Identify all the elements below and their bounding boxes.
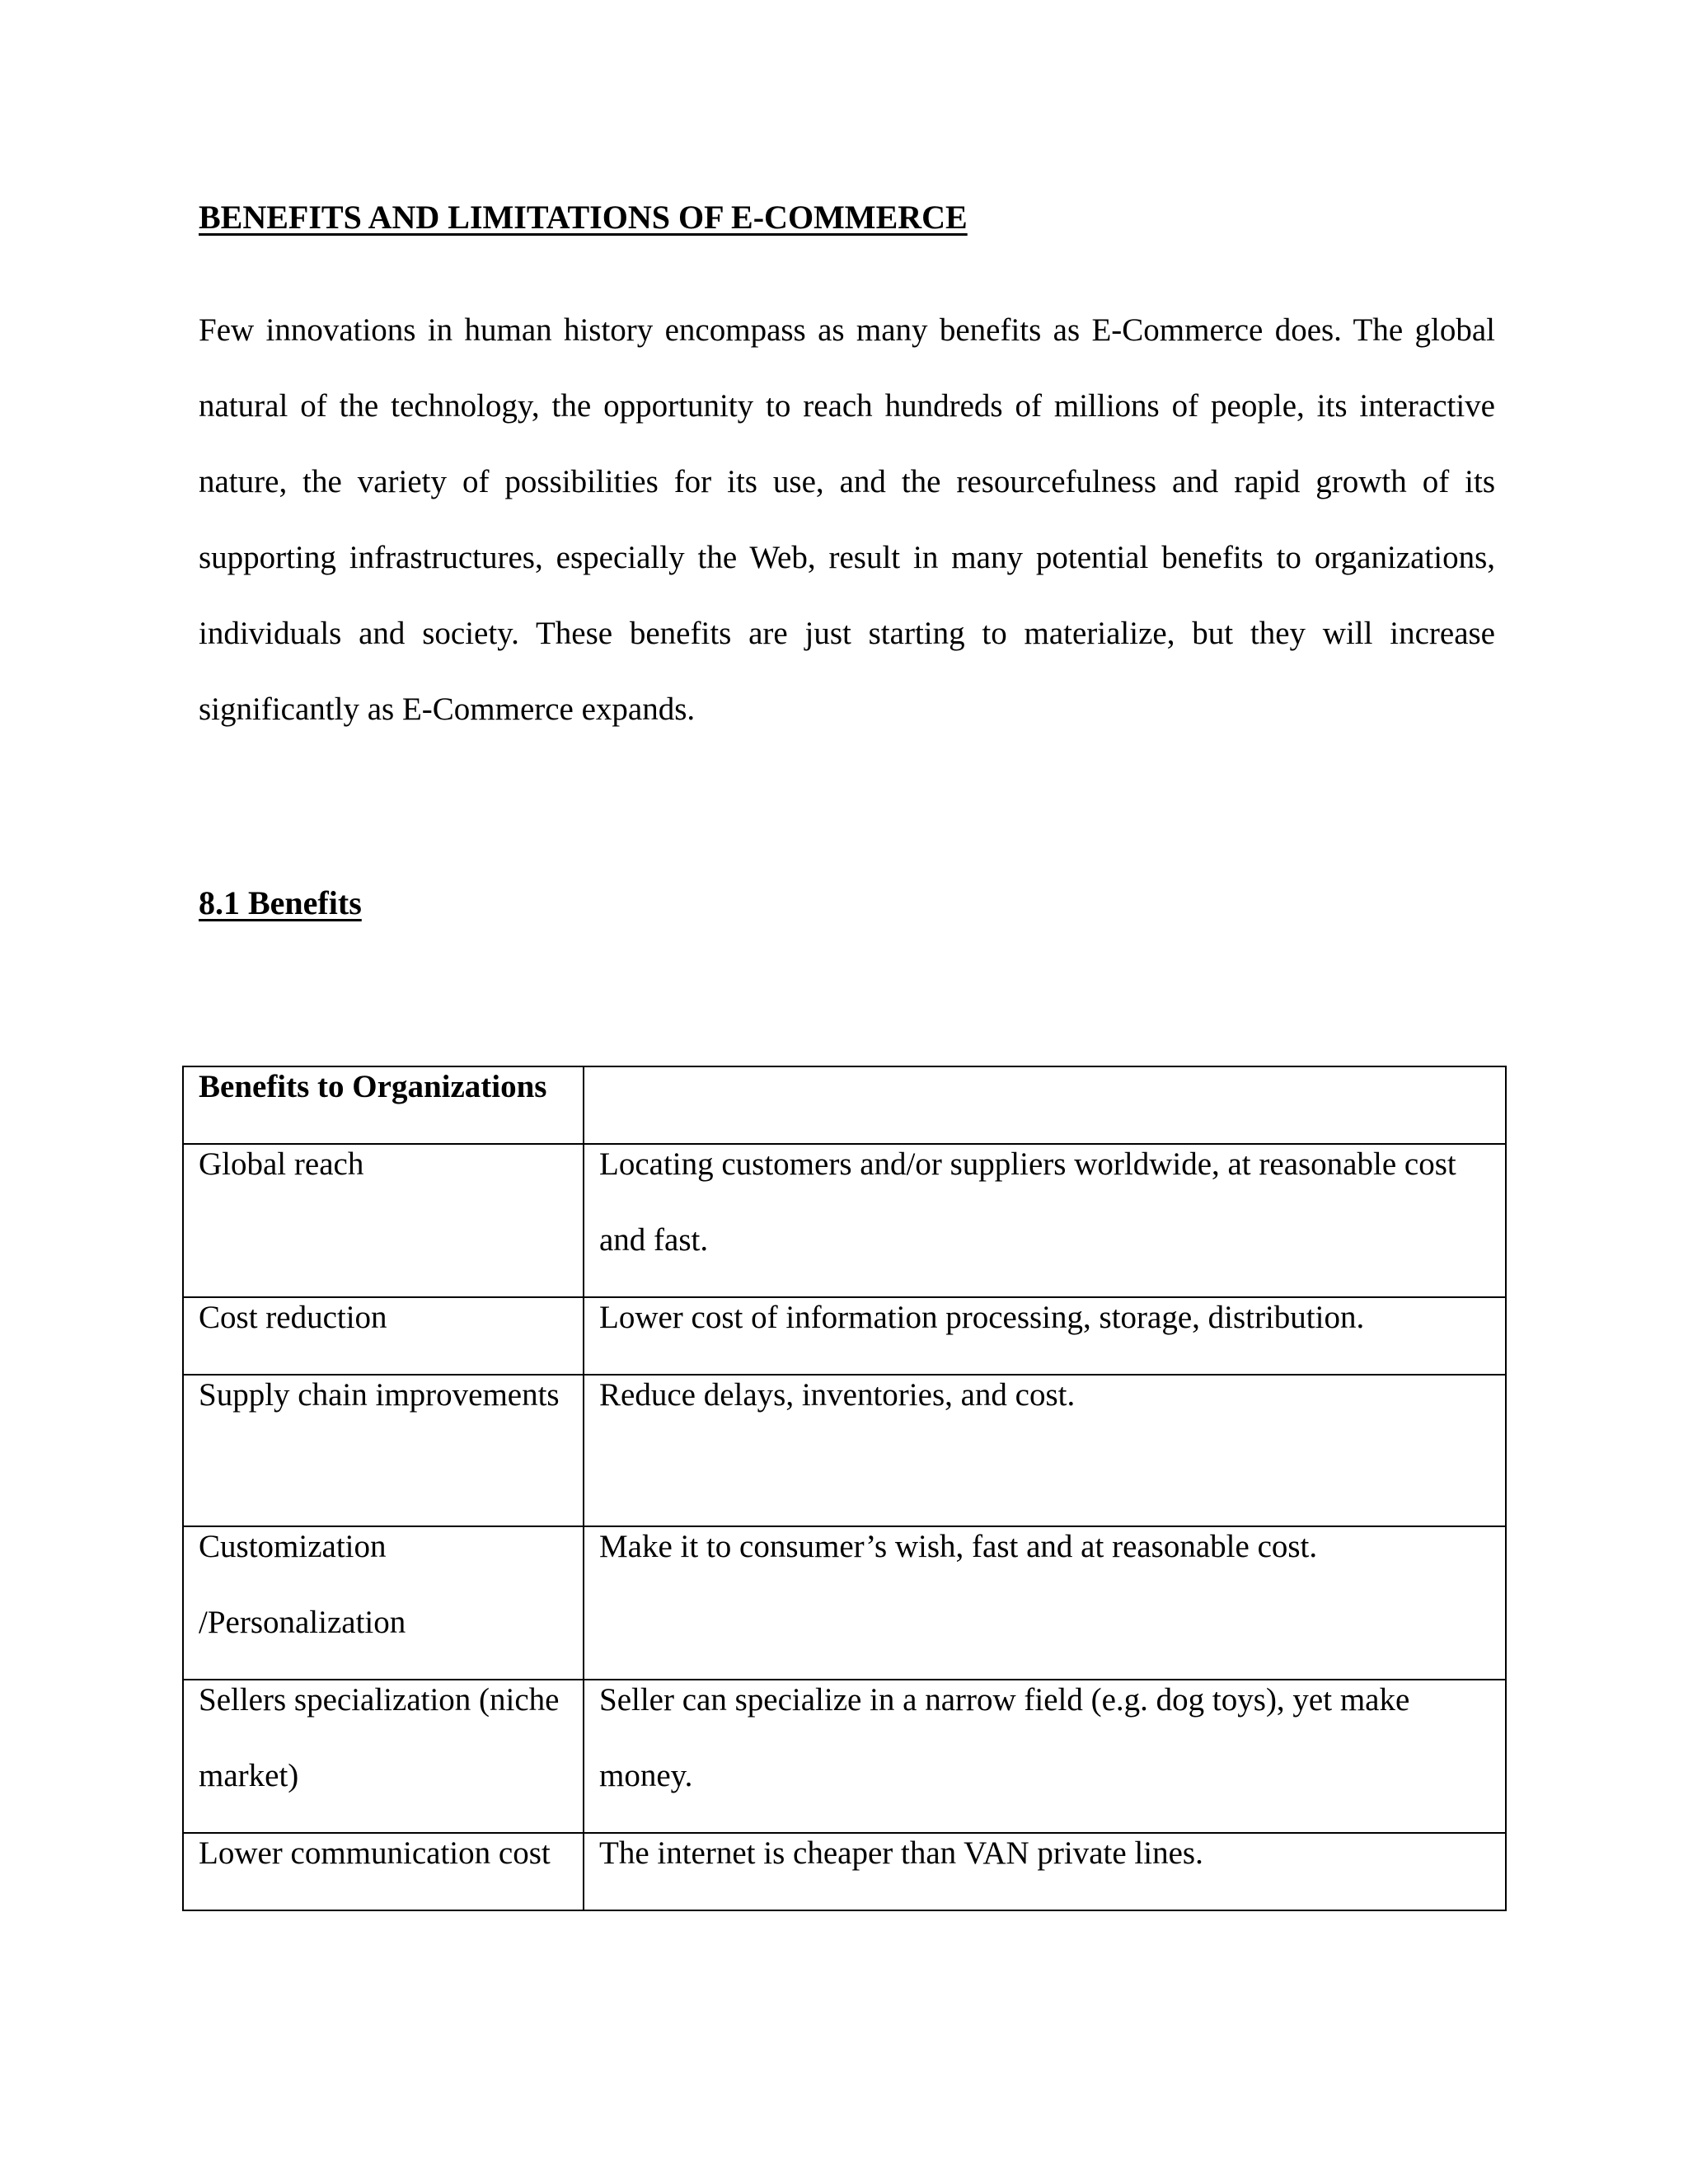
table-header-label-2: [599, 1049, 1490, 1067]
benefit-description: Lower cost of information processing, storage, distribution.: [599, 1300, 1365, 1335]
description-cell: [584, 1375, 1506, 1526]
table-row: [183, 1375, 1506, 1526]
benefit-description: The internet is cheaper than VAN private lines.: [599, 1835, 1203, 1871]
benefit-label: Lower communication cost: [199, 1835, 551, 1871]
benefit-description: Reduce delays, inventories, and cost.: [599, 1377, 1076, 1413]
document-title: BENEFITS AND LIMITATIONS OF E-COMMERCE: [199, 199, 968, 236]
benefit-description: Make it to consumer’s wish, fast and at reasonable cost.: [599, 1529, 1318, 1564]
benefit-label: Supply chain improvements: [199, 1377, 560, 1413]
benefit-cell: [183, 1833, 584, 1910]
benefit-cell: [183, 1680, 584, 1833]
section-heading: 8.1 Benefits: [199, 884, 362, 921]
description-cell: [584, 1833, 1506, 1910]
benefit-description: Locating customers and/or suppliers worldwide, at reasonable cost and fast.: [599, 1146, 1456, 1258]
description-cell: [584, 1144, 1506, 1297]
benefit-label: Customization /Personalization: [199, 1529, 406, 1640]
table-header-label: Benefits to Organizations: [199, 1069, 547, 1104]
benefit-label: Cost reduction: [199, 1300, 387, 1335]
benefit-description: Seller can specialize in a narrow field (e.g. dog toys), yet make money.: [599, 1682, 1410, 1793]
benefit-cell: [183, 1375, 584, 1526]
benefits-table: [182, 1066, 1507, 1911]
description-cell: [584, 1526, 1506, 1680]
benefit-cell: [183, 1526, 584, 1680]
table-row: [183, 1144, 1506, 1297]
benefit-label: Sellers specialization (niche market): [199, 1682, 560, 1793]
table-row: [183, 1680, 1506, 1833]
benefit-label: Global reach: [199, 1146, 364, 1182]
description-cell: [584, 1680, 1506, 1833]
table-row: [183, 1833, 1506, 1910]
table-row: [183, 1526, 1506, 1680]
benefit-cell: [183, 1144, 584, 1297]
intro-paragraph: Few innovations in human history encompass as many benefits as E-Commerce does. The global natural of the technology, the opportunity to reach hundreds of millions of people, its interactive nature, the variety of possibilities for its use, and the resourcefulness and rapid growth of its supporting infrastructures, especially the Web, result in many potential benefits to organizations, individuals and society. These benefits are just starting to materialize, but they will increase significantly as E-Commerce expands.: [199, 312, 1495, 727]
